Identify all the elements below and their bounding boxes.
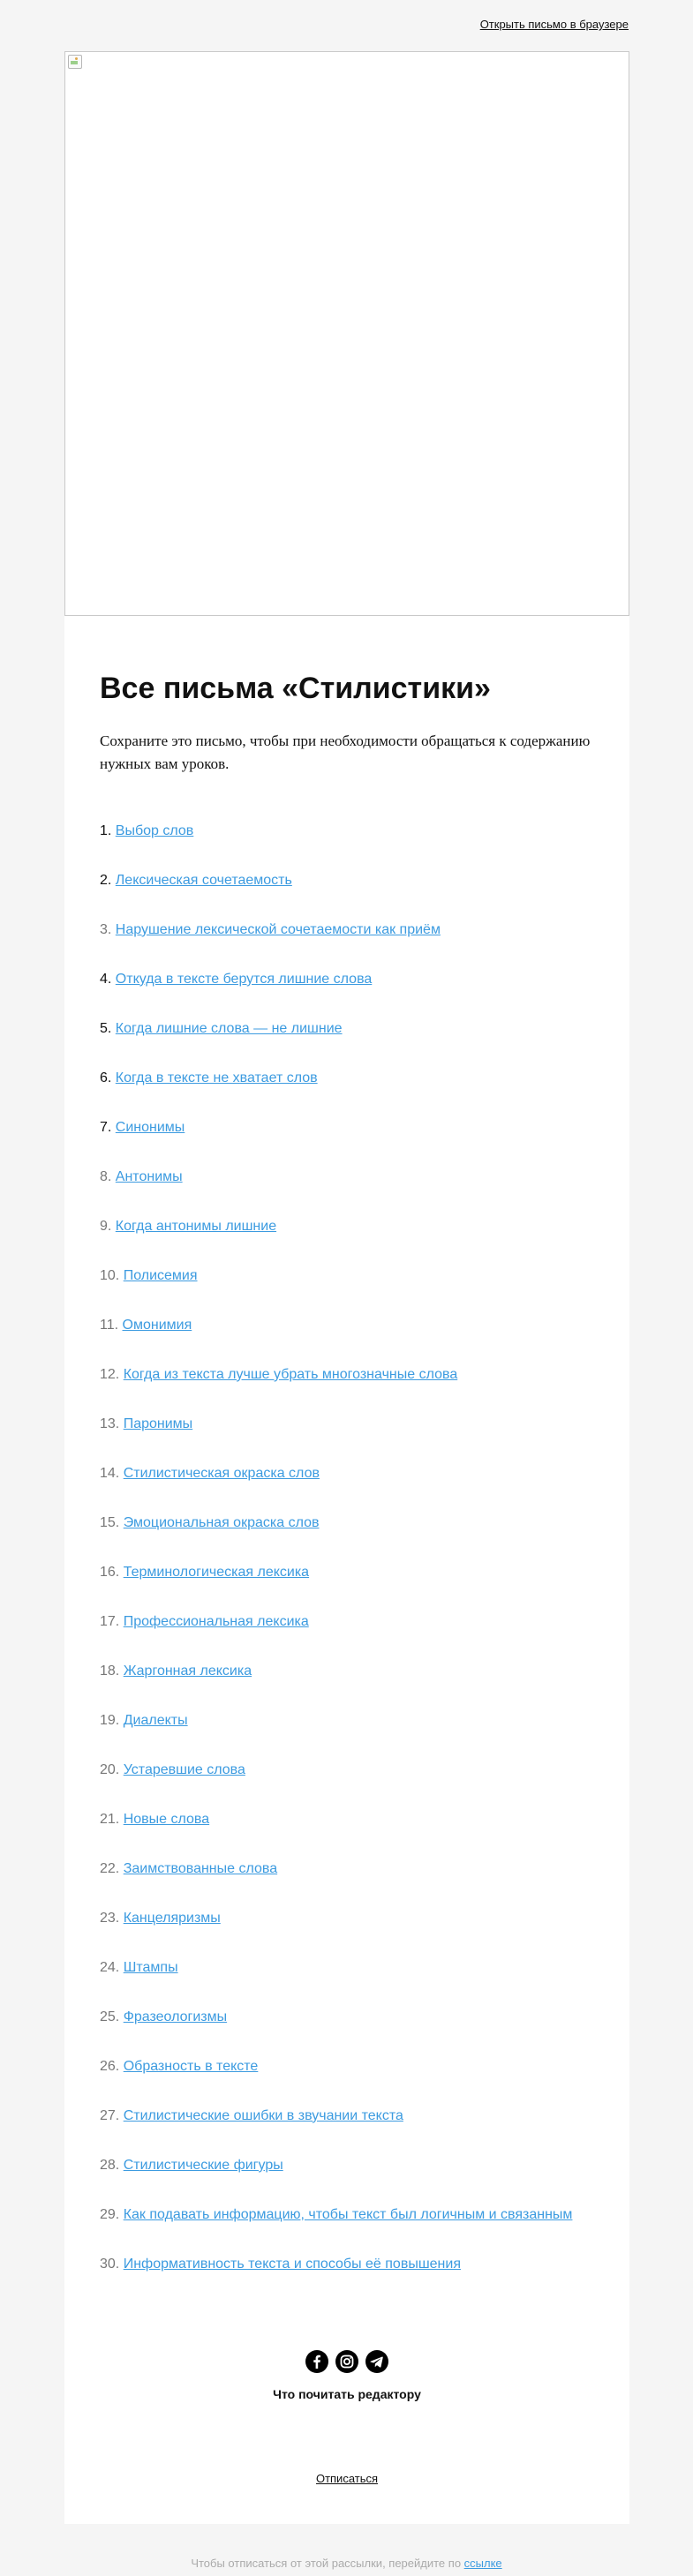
list-item [100, 1365, 594, 1415]
facebook-icon[interactable] [305, 2350, 328, 2373]
lesson-link[interactable]: Диалекты [123, 1712, 188, 1728]
lesson-number: 4. [100, 971, 112, 987]
lesson-number: 2. [100, 872, 112, 888]
footer-note [0, 2557, 693, 2570]
lesson-number: 24. [100, 1959, 120, 1975]
lesson-number: 11. [100, 1317, 119, 1333]
list-item [100, 1612, 594, 1662]
list-item [100, 2008, 594, 2057]
lesson-number: 9. [100, 1218, 112, 1234]
list-item [100, 1563, 594, 1612]
lesson-number: 18. [100, 1663, 120, 1679]
lesson-link[interactable]: Когда из текста лучше убрать многозначные слова [123, 1366, 458, 1382]
email-content [64, 671, 629, 2485]
list-item [100, 1909, 594, 1958]
broken-image-icon [68, 55, 82, 69]
lesson-link[interactable]: Стилистическая окраска слов [123, 1465, 320, 1481]
lesson-number: 17. [100, 1613, 120, 1629]
lesson-number: 6. [100, 1070, 112, 1085]
lesson-number: 7. [100, 1119, 112, 1135]
lesson-number: 23. [100, 1910, 120, 1926]
instagram-icon[interactable] [335, 2350, 358, 2373]
list-item [100, 1464, 594, 1513]
list-item [100, 920, 594, 970]
lesson-link[interactable]: Устаревшие слова [123, 1761, 245, 1777]
intro-text: Сохраните это письмо, чтобы при необходимости обращаться к содержанию нужных вам уроков. [100, 732, 591, 772]
lesson-link[interactable]: Антонимы [115, 1168, 183, 1184]
footer-text: Чтобы отписаться от этой рассылки, перейдите по [191, 2557, 462, 2570]
list-item [100, 1415, 594, 1464]
lesson-number: 8. [100, 1168, 112, 1184]
lesson-link[interactable]: Эмоциональная окраска слов [123, 1514, 320, 1530]
lesson-link[interactable]: Когда в тексте не хватает слов [115, 1070, 318, 1085]
lesson-link[interactable]: Как подавать информацию, чтобы текст был логичным и связанным [123, 2206, 573, 2222]
lesson-number: 20. [100, 1761, 120, 1777]
hero-image [64, 51, 629, 616]
list-item [100, 871, 594, 920]
list-item [100, 2107, 594, 2156]
lesson-link[interactable]: Новые слова [123, 1811, 210, 1827]
open-in-browser-container [480, 18, 629, 31]
list-item [100, 1859, 594, 1909]
lesson-number: 13. [100, 1416, 120, 1431]
list-item [100, 970, 594, 1019]
lesson-link[interactable]: Терминологическая лексика [123, 1564, 310, 1580]
lesson-number: 27. [100, 2107, 120, 2123]
lesson-link[interactable]: Нарушение лексической сочетаемости как приём [115, 921, 441, 937]
lesson-link[interactable]: Выбор слов [115, 822, 194, 838]
list-item [100, 1711, 594, 1761]
list-item [100, 1958, 594, 2008]
lesson-number: 14. [100, 1465, 120, 1481]
lesson-link[interactable]: Заимствованные слова [123, 1860, 278, 1876]
lesson-link[interactable]: Когда антонимы лишние [115, 1218, 277, 1234]
list-item [100, 2255, 594, 2304]
list-item [100, 2156, 594, 2205]
lesson-number: 16. [100, 1564, 120, 1580]
unsubscribe-container [100, 2472, 594, 2485]
lesson-number: 5. [100, 1020, 112, 1036]
lesson-link[interactable]: Информативность текста и способы её повышения [123, 2256, 461, 2272]
list-item [100, 1019, 594, 1069]
lesson-link[interactable]: Образность в тексте [123, 2058, 259, 2074]
page-title: Все письма «Стилистики» [100, 672, 491, 705]
lesson-link[interactable]: Когда лишние слова — не лишние [115, 1020, 343, 1036]
lesson-number: 1. [100, 822, 112, 838]
lesson-number: 12. [100, 1366, 120, 1382]
list-item [100, 822, 594, 871]
lesson-link[interactable]: Жаргонная лексика [123, 1663, 252, 1679]
social-links [100, 2350, 594, 2373]
unsubscribe-link[interactable]: Отписаться [315, 2471, 379, 2485]
open-in-browser-link[interactable]: Открыть письмо в браузере [479, 18, 629, 31]
telegram-icon[interactable] [365, 2350, 388, 2373]
reads-for-editor-label: Что почитать редактору [273, 2386, 421, 2401]
lesson-number: 15. [100, 1514, 120, 1530]
list-item [100, 1662, 594, 1711]
lesson-link[interactable]: Штампы [123, 1959, 178, 1975]
lesson-link[interactable]: Профессиональная лексика [123, 1613, 309, 1629]
list-item [100, 1118, 594, 1168]
footer-unsubscribe-link[interactable]: ссылке [463, 2557, 502, 2570]
lesson-link[interactable]: Синонимы [115, 1119, 185, 1135]
lesson-link[interactable]: Фразеологизмы [123, 2009, 228, 2024]
list-item [100, 2057, 594, 2107]
lesson-link[interactable]: Канцеляризмы [123, 1910, 221, 1926]
lesson-number: 30. [100, 2256, 120, 2272]
lesson-number: 25. [100, 2009, 120, 2024]
email-card [64, 51, 629, 2524]
lesson-number: 28. [100, 2157, 120, 2173]
lesson-link[interactable]: Стилистические фигуры [123, 2157, 283, 2173]
lesson-link[interactable]: Лексическая сочетаемость [115, 872, 292, 888]
list-item [100, 2205, 594, 2255]
lesson-number: 19. [100, 1712, 120, 1728]
list-item [100, 1168, 594, 1217]
list-item [100, 1069, 594, 1118]
lesson-number: 21. [100, 1811, 120, 1827]
lesson-link[interactable]: Паронимы [123, 1416, 193, 1431]
lesson-link[interactable]: Полисемия [123, 1267, 198, 1283]
lesson-number: 26. [100, 2058, 120, 2074]
list-item [100, 1513, 594, 1563]
lessons-list [100, 822, 594, 2304]
list-item [100, 1217, 594, 1266]
lesson-number: 22. [100, 1860, 120, 1876]
lesson-link[interactable]: Откуда в тексте берутся лишние слова [115, 971, 373, 987]
lesson-link[interactable]: Омонимия [122, 1317, 192, 1333]
lesson-number: 3. [100, 921, 112, 937]
lesson-number: 10. [100, 1267, 120, 1283]
list-item [100, 1266, 594, 1316]
lesson-number: 29. [100, 2206, 120, 2222]
list-item [100, 1761, 594, 1810]
list-item [100, 1810, 594, 1859]
lesson-link[interactable]: Стилистические ошибки в звучании текста [123, 2107, 403, 2123]
list-item [100, 1316, 594, 1365]
